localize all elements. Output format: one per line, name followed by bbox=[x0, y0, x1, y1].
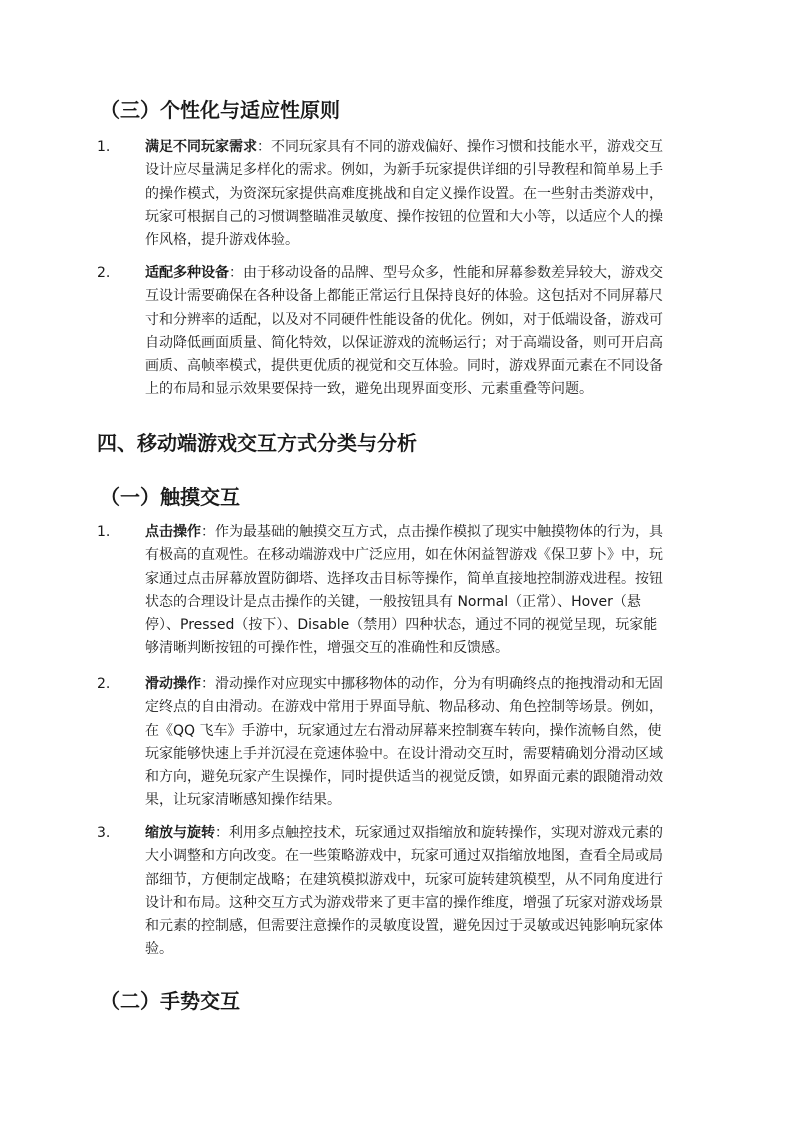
text-line: 部细节，方便制定战略；在建筑模拟游戏中，玩家可旋转建筑模型，从不同角度进行 bbox=[145, 871, 663, 888]
text-line: 停）、Pressed（按下）、Disable（禁用）四种状态，通过不同的视觉呈现，玩家能 bbox=[145, 617, 658, 634]
text-line: 缩放与旋转：利用多点触控技术，玩家通过双指缩放和旋转操作，实现对游戏元素的 bbox=[145, 825, 663, 841]
text-line: 适配多种设备：由于移动设备的品牌、型号众多，性能和屏幕参数差异较大，游戏交 bbox=[145, 265, 663, 281]
text-line: 定终点的自由滑动。在游戏中常用于界面导航、物品移动、角色控制等场景。例如， bbox=[145, 699, 663, 716]
section-heading-personalization: （三）个性化与适应性原则 bbox=[100, 98, 340, 122]
text-line: 在《QQ 飞车》手游中，玩家通过左右滑动屏幕来控制赛车转向，操作流畅自然，使 bbox=[145, 722, 662, 739]
text-line: 玩家能够快速上手并沉浸在竞速体验中。在设计滑动交互时，需要精确划分滑动区域 bbox=[145, 745, 663, 762]
text-line: 玩家可根据自己的习惯调整瞄准灵敏度、操作按钮的位置和大小等，以适应个人的操 bbox=[145, 208, 663, 225]
section-heading-gesture: （二）手势交互 bbox=[100, 989, 240, 1013]
list-item-term: 滑动操作 bbox=[145, 676, 201, 692]
chapter-heading: 四、移动端游戏交互方式分类与分析 bbox=[97, 431, 417, 455]
text-line: 状态的合理设计是点击操作的关键，一般按钮具有 Normal（正常）、Hover（悬 bbox=[145, 593, 641, 610]
text-line: 验。 bbox=[145, 941, 173, 958]
text-line: 和方向，避免玩家产生误操作，同时提供适当的视觉反馈，如界面元素的跟随滑动效 bbox=[145, 769, 663, 786]
text-line: 点击操作：作为最基础的触摸交互方式，点击操作模拟了现实中触摸物体的行为，具 bbox=[145, 524, 663, 540]
list-number: 2. bbox=[97, 676, 111, 692]
text-line: 设计和布局。这种交互方式为游戏带来了更丰富的操作维度，增强了玩家对游戏场景 bbox=[145, 894, 663, 911]
text-line: 自动降低画面质量、简化特效，以保证游戏的流畅运行；对于高端设备，则可开启高 bbox=[145, 334, 663, 351]
text-line: 画质、高帧率模式，提供更优质的视觉和交互体验。同时，游戏界面元素在不同设备 bbox=[145, 358, 663, 375]
text-line: 作风格，提升游戏体验。 bbox=[145, 232, 299, 249]
text-line: 上的布局和显示效果要保持一致，避免出现界面变形、元素重叠等问题。 bbox=[145, 381, 593, 398]
text-line: 设计应尽量满足多样化的需求。例如，为新手玩家提供详细的引导教程和简单易上手 bbox=[145, 162, 663, 179]
text-line: 满足不同玩家需求：不同玩家具有不同的游戏偏好、操作习惯和技能水平，游戏交互 bbox=[145, 139, 663, 155]
text-line: 和元素的控制感，但需要注意操作的灵敏度设置，避免因过于灵敏或迟钝影响玩家体 bbox=[145, 918, 663, 935]
text-line: 滑动操作：滑动操作对应现实中挪移物体的动作，分为有明确终点的拖拽滑动和无固 bbox=[145, 676, 663, 692]
list-number: 1. bbox=[97, 139, 111, 155]
text-line: 寸和分辨率的适配，以及对不同硬件性能设备的优化。例如，对于低端设备，游戏可 bbox=[145, 311, 663, 328]
text-line: 果，让玩家清晰感知操作结果。 bbox=[145, 792, 341, 809]
list-number: 3. bbox=[97, 825, 111, 841]
list-item-term: 点击操作 bbox=[145, 524, 201, 540]
list-item-term: 满足不同玩家需求 bbox=[145, 139, 257, 155]
text-line: 够清晰判断按钮的可操作性，增强交互的准确性和反馈感。 bbox=[145, 640, 509, 657]
text-line: 的操作模式，为资深玩家提供高难度挑战和自定义操作设置。在一些射击类游戏中， bbox=[145, 185, 663, 202]
list-item-term: 适配多种设备 bbox=[145, 265, 229, 281]
text-line: 家通过点击屏幕放置防御塔、选择攻击目标等操作，简单直接地控制游戏进程。按钮 bbox=[145, 570, 663, 587]
text-line: 有极高的直观性。在移动端游戏中广泛应用，如在休闲益智游戏《保卫萝卜》中，玩 bbox=[145, 547, 663, 564]
list-item-text bbox=[145, 822, 705, 962]
list-item-text bbox=[145, 262, 705, 402]
text-line: 互设计需要确保在各种设备上都能正常运行且保持良好的体验。这包括对不同屏幕尺 bbox=[145, 288, 663, 305]
list-number: 2. bbox=[97, 265, 111, 281]
list-number: 1. bbox=[97, 524, 111, 540]
text-line: 大小调整和方向改变。在一些策略游戏中，玩家可通过双指缩放地图，查看全局或局 bbox=[145, 848, 663, 865]
list-item-term: 缩放与旋转 bbox=[145, 825, 215, 841]
section-heading-touch: （一）触摸交互 bbox=[100, 485, 240, 509]
list-item-text bbox=[145, 673, 705, 813]
list-item-text bbox=[145, 521, 705, 661]
list-item-text bbox=[145, 136, 705, 252]
